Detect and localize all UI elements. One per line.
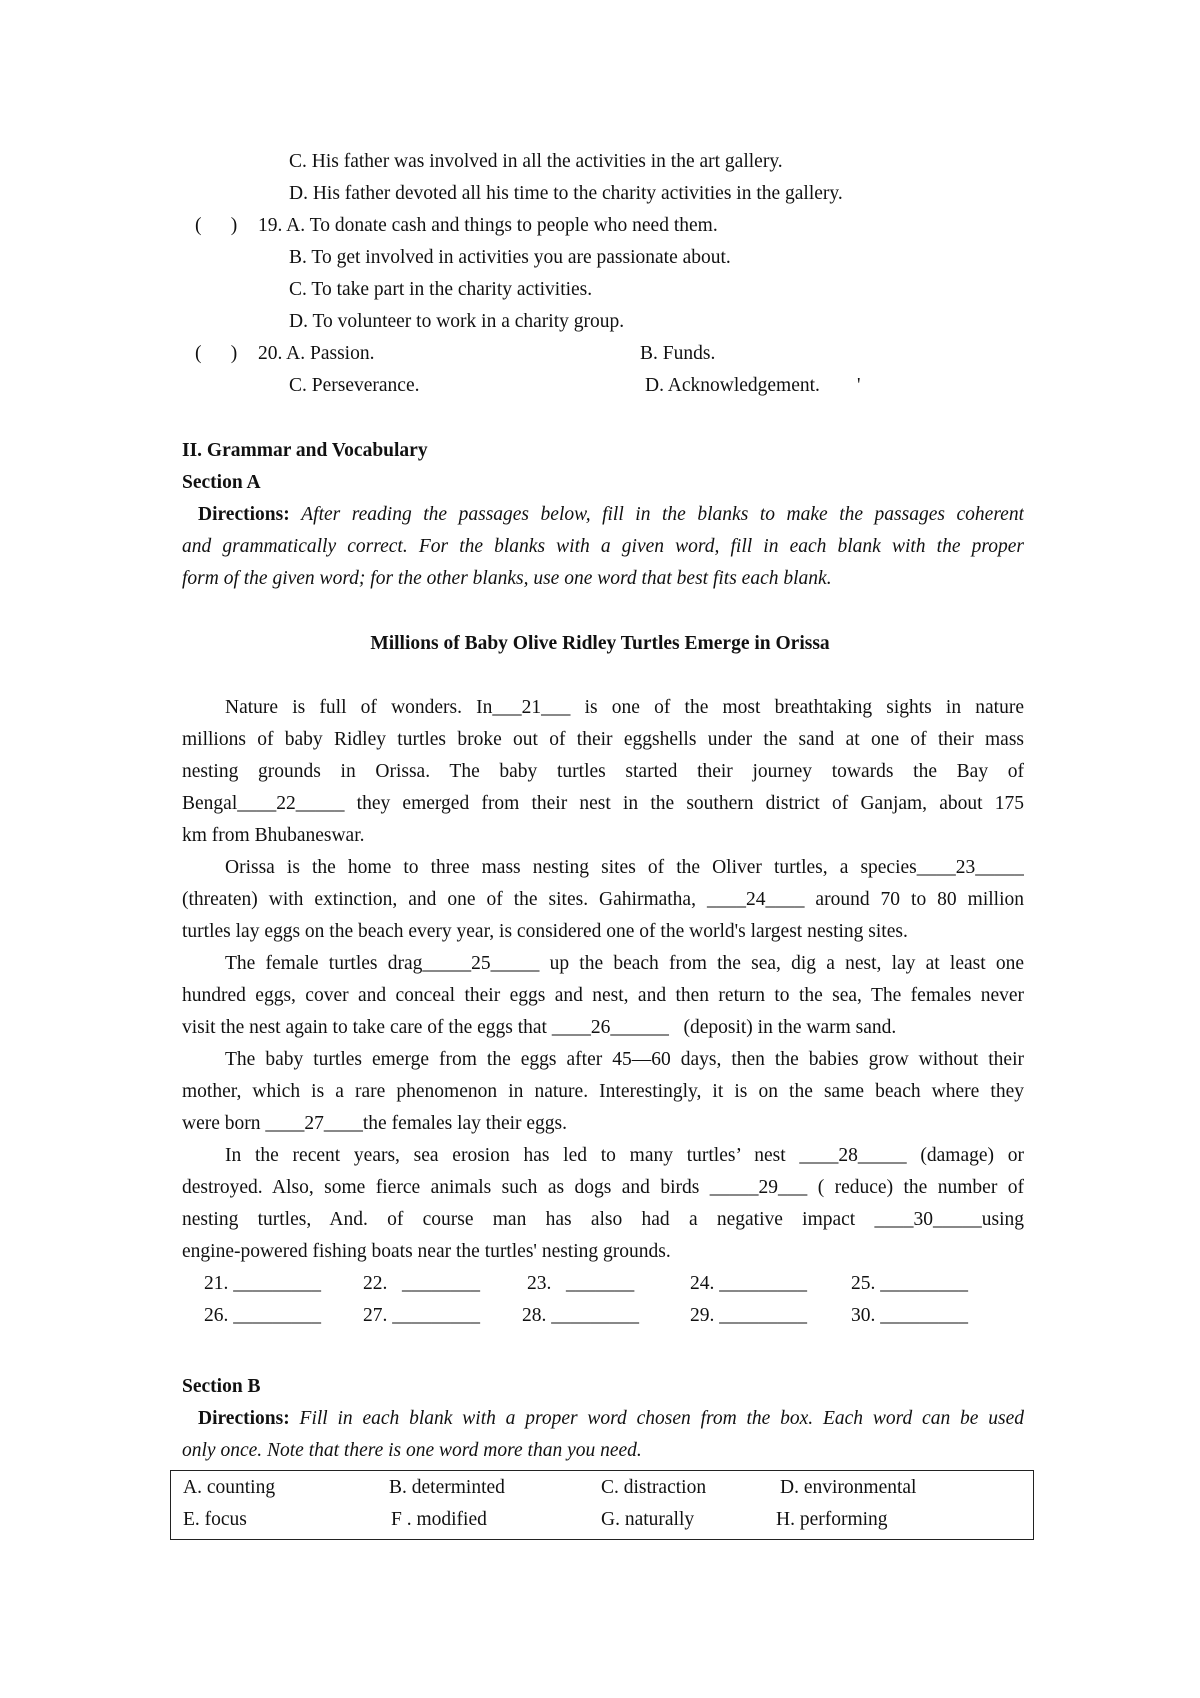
part2-heading: II. Grammar and Vocabulary	[182, 440, 428, 461]
answer-blank-30[interactable]: 30. _________	[851, 1305, 968, 1326]
q18-option-d: D. His father devoted all his time to the charity activities in the gallery.	[289, 183, 843, 204]
answer-blank-29[interactable]: 29. _________	[690, 1305, 807, 1326]
q20-option-c: C. Perseverance.	[289, 375, 420, 396]
word-option-b: B. determinted	[389, 1477, 505, 1498]
passage-line: were born ____27____the females lay their eggs.	[182, 1113, 568, 1134]
passage-line: visit the nest again to take care of the eggs that ____26______ (deposit) in the warm sand.	[182, 1017, 897, 1038]
answer-blank-24[interactable]: 24. _________	[690, 1273, 807, 1294]
passage-line: The baby turtles emerge from the eggs after 45—60 days, then the babies grow without their	[225, 1049, 1024, 1070]
passage-title: Millions of Baby Olive Ridley Turtles Emerge in Orissa	[370, 633, 830, 654]
word-option-e: E. focus	[183, 1509, 247, 1530]
passage-line: hundred eggs, cover and conceal their eggs and nest, and then return to the sea, The females never	[182, 985, 1024, 1006]
section-b-heading: Section B	[182, 1376, 261, 1397]
q20-option-b: B. Funds.	[640, 343, 716, 364]
passage-line: nesting grounds in Orissa. The baby turtles started their journey towards the Bay of	[182, 761, 1024, 782]
passage-line: turtles lay eggs on the beach every year, is considered one of the world's largest nesting sites.	[182, 921, 908, 942]
q19-option-c: C. To take part in the charity activities.	[289, 279, 593, 300]
passage-line: Nature is full of wonders. In___21___ is one of the most breathtaking sights in nature	[225, 697, 1024, 718]
answer-blank-25[interactable]: 25. _________	[851, 1273, 968, 1294]
section-b-directions-line-2: only once. Note that there is one word more than you need.	[182, 1440, 642, 1461]
passage-line: destroyed. Also, some fierce animals such as dogs and birds _____29___ ( reduce) the number of	[182, 1177, 1024, 1198]
word-option-d: D. environmental	[780, 1477, 917, 1498]
word-option-h: H. performing	[776, 1509, 888, 1530]
answer-blank-28[interactable]: 28. _________	[522, 1305, 639, 1326]
q20-answer-bracket[interactable]: ( )	[195, 343, 238, 364]
directions-text: After reading the passages below, fill in the blanks to make the passages coherent	[301, 504, 1024, 525]
q19-option-a: 19. A. To donate cash and things to people who need them.	[258, 215, 718, 236]
q20-option-a: 20. A. Passion.	[258, 343, 375, 364]
passage-line: millions of baby Ridley turtles broke out of their eggshells under the sand at one of their mass	[182, 729, 1024, 750]
answer-blank-21[interactable]: 21. _________	[204, 1273, 321, 1294]
stray-mark: '	[857, 375, 861, 396]
answer-blank-27[interactable]: 27. _________	[363, 1305, 480, 1326]
answer-blank-22[interactable]: 22. ________	[363, 1273, 480, 1294]
directions-text: Fill in each blank with a proper word chosen from the box. Each word can be used	[299, 1408, 1024, 1429]
passage-line: In the recent years, sea erosion has led to many turtles’ nest ____28_____ (damage) or	[225, 1145, 1024, 1166]
directions-label: Directions:	[198, 504, 290, 525]
section-a-directions-line-1	[198, 502, 1024, 528]
word-option-a: A. counting	[183, 1477, 276, 1498]
word-bank-box	[170, 1470, 1034, 1540]
passage-line: The female turtles drag_____25_____ up the beach from the sea, dig a nest, lay at least one	[225, 953, 1024, 974]
passage-line: nesting turtles, And. of course man has also had a negative impact ____30_____using	[182, 1209, 1024, 1230]
passage-line: Orissa is the home to three mass nesting sites of the Oliver turtles, a species____23_____	[225, 857, 1024, 878]
passage-line: km from Bhubaneswar.	[182, 825, 365, 846]
passage-line: engine-powered fishing boats near the turtles' nesting grounds.	[182, 1241, 671, 1262]
section-a-directions-line-2: and grammatically correct. For the blanks with a given word, fill in each blank with the proper	[182, 536, 1024, 557]
q20-option-d: D. Acknowledgement.	[645, 375, 820, 396]
q19-option-d: D. To volunteer to work in a charity group.	[289, 311, 625, 332]
word-option-g: G. naturally	[601, 1509, 695, 1530]
q19-option-b: B. To get involved in activities you are passionate about.	[289, 247, 731, 268]
answer-blank-26[interactable]: 26. _________	[204, 1305, 321, 1326]
directions-label: Directions:	[198, 1408, 290, 1429]
word-option-c: C. distraction	[601, 1477, 707, 1498]
passage-line: mother, which is a rare phenomenon in nature. Interestingly, it is on the same beach where they	[182, 1081, 1024, 1102]
answer-blank-23[interactable]: 23. _______	[527, 1273, 635, 1294]
q18-option-c: C. His father was involved in all the activities in the art gallery.	[289, 151, 783, 172]
section-b-directions-line-1	[198, 1406, 1024, 1432]
passage-line: (threaten) with extinction, and one of the sites. Gahirmatha, ____24____ around 70 to 80 million	[182, 889, 1024, 910]
section-a-heading: Section A	[182, 472, 261, 493]
passage-line: Bengal____22_____ they emerged from their nest in the southern district of Ganjam, about 175	[182, 793, 1024, 814]
q19-answer-bracket[interactable]: ( )	[195, 215, 238, 236]
section-a-directions-line-3: form of the given word; for the other blanks, use one word that best fits each blank.	[182, 568, 832, 589]
word-option-f: F . modified	[391, 1509, 487, 1530]
